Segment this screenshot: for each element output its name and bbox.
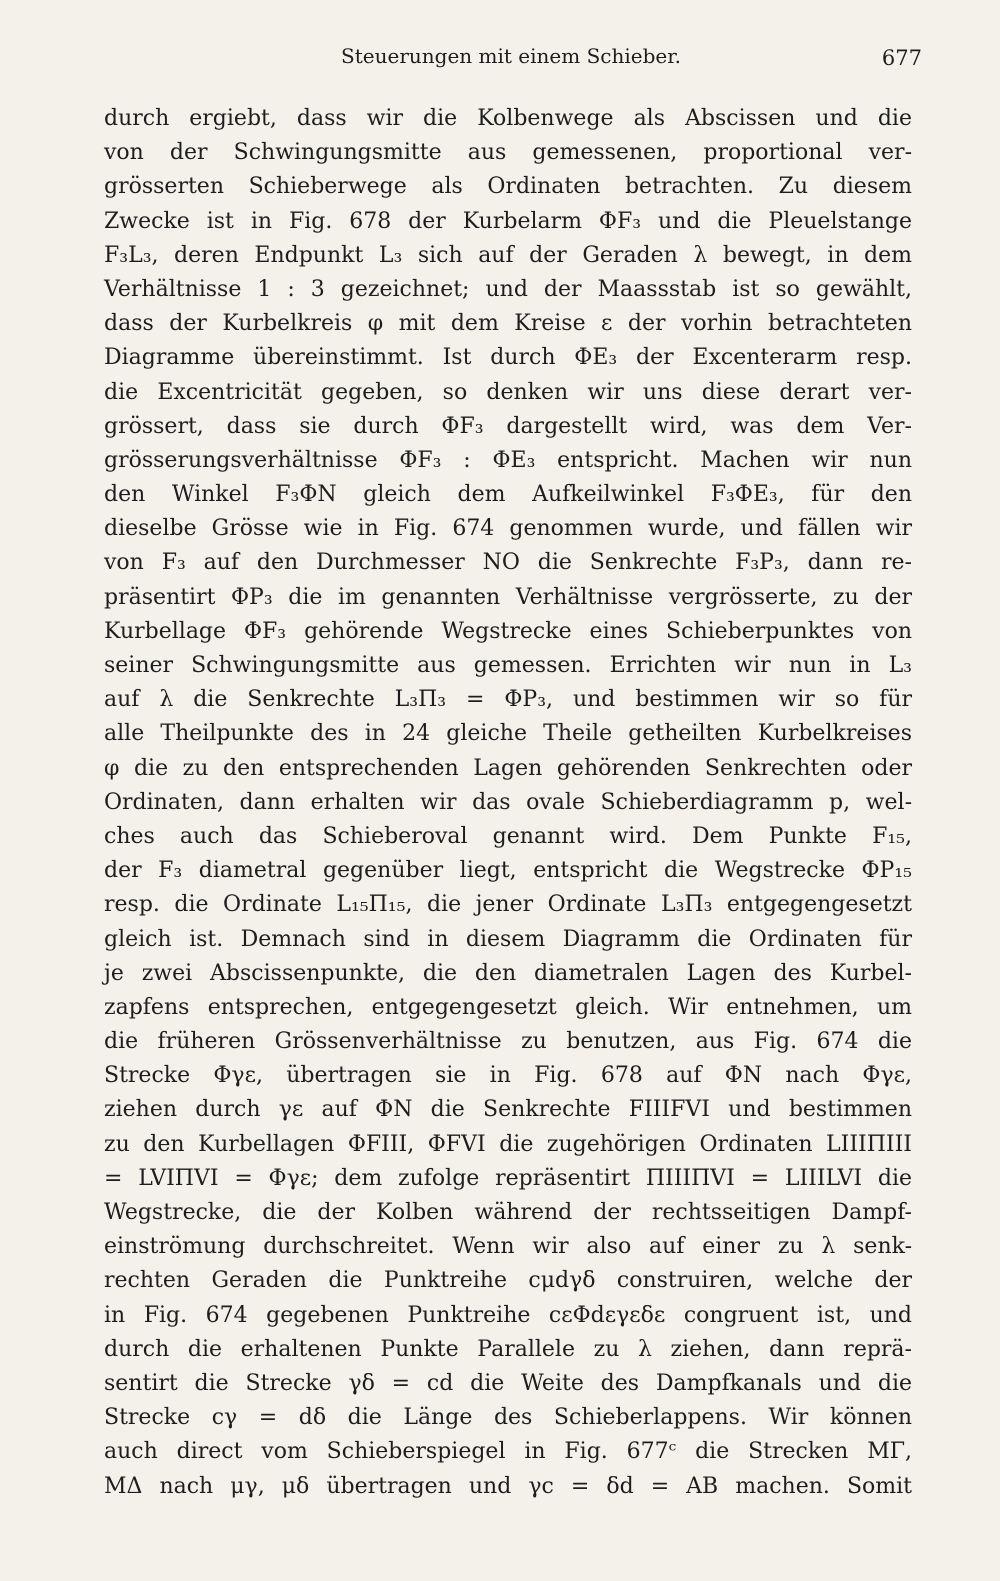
text-line: MΔ nach μγ, μδ übertragen und γc = δd = AB machen. Somit: [104, 1473, 912, 1499]
text-line: Zwecke ist in Fig. 678 der Kurbelarm ΦF₃ und die Pleuelstange: [104, 208, 912, 234]
text-line: Kurbellage ΦF₃ gehörende Wegstrecke eines Schieberpunktes von: [104, 618, 912, 644]
text-line: ziehen durch γε auf ΦN die Senkrechte FIIIFVI und bestimmen: [104, 1097, 912, 1123]
text-line: auf λ die Senkrechte L₃Π₃ = ΦP₃, und bestimmen wir so für: [104, 687, 912, 713]
text-line: den Winkel F₃ΦN gleich dem Aufkeilwinkel F₃ΦE₃, für den: [104, 482, 912, 508]
text-line: φ die zu den entsprechenden Lagen gehörenden Senkrechten oder: [104, 755, 912, 781]
text-line: Strecke Φγε, übertragen sie in Fig. 678 auf ΦN nach Φγε,: [104, 1063, 912, 1089]
running-header: [100, 38, 922, 78]
text-line: resp. die Ordinate L₁₅Π₁₅, die jener Ordinate L₃Π₃ entgegengesetzt: [104, 892, 912, 918]
page-number: 677: [881, 46, 922, 70]
text-line: auch direct vom Schieberspiegel in Fig. 677ᶜ die Strecken MΓ,: [104, 1439, 912, 1465]
text-line: gleich ist. Demnach sind in diesem Diagramm die Ordinaten für: [104, 926, 912, 952]
text-line: grössert, dass sie durch ΦF₃ dargestellt wird, was dem Ver-: [104, 413, 912, 439]
text-line: der F₃ diametral gegenüber liegt, entspricht die Wegstrecke ΦP₁₅: [104, 858, 912, 884]
text-line: grösserungsverhältnisse ΦF₃ : ΦE₃ entspricht. Machen wir nun: [104, 447, 912, 473]
text-line: Verhältnisse 1 : 3 gezeichnet; und der Maassstab ist so gewählt,: [104, 276, 912, 302]
body-text: [104, 102, 912, 1504]
text-line: durch die erhaltenen Punkte Parallele zu λ ziehen, dann reprä-: [104, 1336, 912, 1362]
text-line: dieselbe Grösse wie in Fig. 674 genommen wurde, und fällen wir: [104, 516, 912, 542]
text-line: rechten Geraden die Punktreihe cμdγδ construiren, welche der: [104, 1268, 912, 1294]
text-line: Diagramme übereinstimmt. Ist durch ΦE₃ der Excenterarm resp.: [104, 345, 912, 371]
text-line: ches auch das Schieberoval genannt wird. Dem Punkte F₁₅,: [104, 823, 912, 849]
text-line: Strecke cγ = dδ die Länge des Schieberlappens. Wir können: [104, 1405, 912, 1431]
text-line: Wegstrecke, die der Kolben während der rechtsseitigen Dampf-: [104, 1200, 912, 1225]
text-line: alle Theilpunkte des in 24 gleiche Theile getheilten Kurbelkreises: [104, 721, 912, 747]
text-line: F₃L₃, deren Endpunkt L₃ sich auf der Geraden λ bewegt, in dem: [104, 242, 912, 268]
text-line: seiner Schwingungsmitte aus gemessen. Errichten wir nun in L₃: [104, 653, 912, 678]
text-line: zapfens entsprechen, entgegengesetzt gleich. Wir entnehmen, um: [104, 994, 912, 1020]
text-line: in Fig. 674 gegebenen Punktreihe cεΦdεγεδε congruent ist, und: [104, 1302, 912, 1328]
text-line: dass der Kurbelkreis φ mit dem Kreise ε der vorhin betrachteten: [104, 311, 912, 337]
text-line: von der Schwingungsmitte aus gemessenen, proportional ver-: [104, 140, 912, 166]
text-line: = LVIΠVI = Φγε; dem zufolge repräsentirt ΠIIIΠVI = LIIILVI die: [104, 1165, 912, 1191]
text-line: einströmung durchschreitet. Wenn wir also auf einer zu λ senk-: [104, 1234, 912, 1260]
text-line: sentirt die Strecke γδ = cd die Weite des Dampfkanals und die: [104, 1370, 912, 1396]
running-title: Steuerungen mit einem Schieber.: [341, 44, 681, 68]
text-line: je zwei Abscissenpunkte, die den diametralen Lagen des Kurbel-: [104, 960, 912, 986]
text-line: von F₃ auf den Durchmesser NO die Senkrechte F₃P₃, dann re-: [104, 550, 912, 576]
text-line: durch ergiebt, dass wir die Kolbenwege als Abscissen und die: [104, 106, 912, 131]
text-line: grösserten Schieberwege als Ordinaten betrachten. Zu diesem: [104, 174, 912, 200]
text-line: die Excentricität gegeben, so denken wir uns diese derart ver-: [104, 379, 912, 405]
text-line: zu den Kurbellagen ΦFIII, ΦFVI die zugehörigen Ordinaten LIIIΠIII: [104, 1131, 912, 1157]
text-line: Ordinaten, dann erhalten wir das ovale Schieberdiagramm p, wel-: [104, 789, 912, 815]
text-line: präsentirt ΦP₃ die im genannten Verhältnisse vergrösserte, zu der: [104, 584, 912, 610]
text-line: die früheren Grössenverhältnisse zu benutzen, aus Fig. 674 die: [104, 1029, 912, 1055]
